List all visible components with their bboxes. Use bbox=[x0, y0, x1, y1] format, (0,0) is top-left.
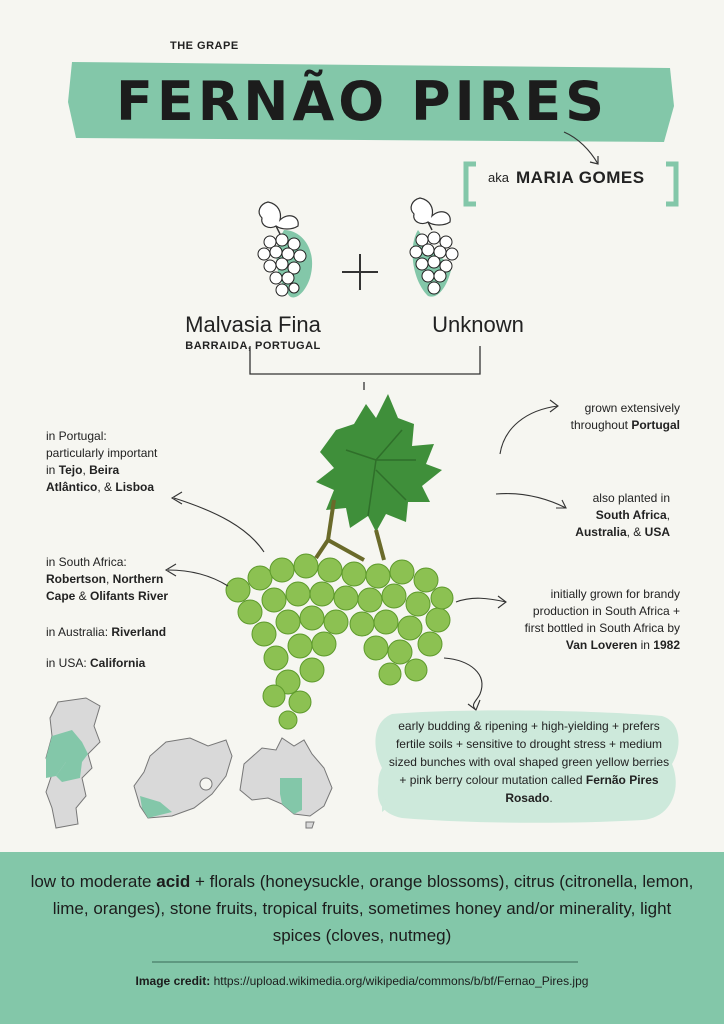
region-name: Tejo bbox=[58, 463, 83, 477]
region-name: Beira bbox=[89, 463, 120, 477]
note-text: initially grown for brandy bbox=[550, 587, 680, 601]
note-history bbox=[500, 586, 680, 654]
characteristics-end: . bbox=[549, 791, 553, 805]
producer-name: Van Loveren bbox=[565, 638, 638, 652]
note-portugal bbox=[46, 428, 206, 496]
tasting-acid: acid bbox=[156, 872, 191, 891]
aka-prefix: aka bbox=[488, 170, 509, 185]
region-name: Atlântico bbox=[46, 480, 98, 494]
note-text: , & bbox=[97, 480, 116, 494]
country-name: South Africa bbox=[595, 508, 667, 522]
kicker: THE GRAPE bbox=[170, 40, 239, 52]
note-text: also planted in bbox=[592, 491, 670, 505]
portugal-map bbox=[42, 696, 108, 832]
note-text: production in South Africa + bbox=[532, 604, 680, 618]
note-text: in South Africa: bbox=[46, 555, 127, 569]
note-text: throughout bbox=[570, 418, 632, 432]
region-name: Lisboa bbox=[115, 480, 155, 494]
page-title: FERNÃO PIRES bbox=[115, 70, 609, 133]
arrow-icon bbox=[492, 488, 572, 518]
note-text: in USA: bbox=[46, 656, 91, 670]
note-text: , bbox=[666, 508, 670, 522]
region-name: Riverland bbox=[111, 625, 167, 639]
tasting-notes bbox=[30, 868, 694, 949]
grape-sketch-icon bbox=[248, 200, 324, 304]
country-name: USA bbox=[644, 525, 670, 539]
plus-icon bbox=[340, 252, 380, 292]
note-australia bbox=[46, 624, 226, 641]
note-usa bbox=[46, 655, 226, 672]
arrow-icon bbox=[168, 488, 268, 558]
note-text: first bottled in South Africa by bbox=[524, 621, 680, 635]
tasting-prefix: low to moderate bbox=[30, 872, 157, 891]
note-text: in bbox=[637, 638, 654, 652]
region-name: Cape bbox=[46, 589, 76, 603]
tasting-rest: + florals (honeysuckle, orange blossoms), citrus (citronella, lemon, lime, oranges), stone fruits, tropical fruits, sometimes honey and/or minerality, light spices (cloves, nutmeg) bbox=[52, 872, 694, 945]
grape-sketch-icon bbox=[398, 196, 474, 300]
note-text: & bbox=[75, 589, 91, 603]
image-credit bbox=[0, 974, 724, 988]
region-name: California bbox=[90, 656, 146, 670]
arrow-icon bbox=[496, 398, 566, 458]
south-africa-map bbox=[126, 736, 234, 824]
region-name: Robertson bbox=[46, 572, 106, 586]
australia-map bbox=[236, 734, 336, 830]
arrow-icon bbox=[452, 590, 512, 614]
arrow-icon bbox=[162, 562, 232, 592]
arrow-icon bbox=[440, 654, 500, 714]
note-text: , bbox=[82, 463, 90, 477]
characteristics-text bbox=[384, 717, 674, 807]
note-text: , bbox=[106, 572, 113, 586]
note-text: particularly important bbox=[46, 446, 158, 460]
note-text: , & bbox=[626, 525, 645, 539]
credit-url[interactable]: https://upload.wikimedia.org/wikipedia/commons/b/bf/Fernao_Pires.jpg bbox=[210, 974, 589, 988]
note-text: in Australia: bbox=[46, 625, 112, 639]
note-text: grown extensively bbox=[584, 401, 680, 415]
mutation-name: Fernão Pires Rosado bbox=[505, 773, 659, 805]
country-name: Australia bbox=[575, 525, 627, 539]
aka-name: MARIA GOMES bbox=[516, 168, 645, 187]
characteristics-body: early budding & ripening + high-yielding + prefers fertile soils + sensitive to drought stress + medium sized bunches with oval shaped green yellow berries + pink berry colour mutation called bbox=[388, 719, 670, 787]
country-name: Portugal bbox=[631, 418, 680, 432]
note-text: in Portugal: bbox=[46, 429, 107, 443]
parent-left-name: Malvasia Fina bbox=[185, 312, 321, 337]
parent-right-name: Unknown bbox=[432, 312, 524, 337]
year: 1982 bbox=[653, 638, 680, 652]
parentage-bracket bbox=[248, 346, 484, 392]
parent-left-origin: BARRAIDA, PORTUGAL bbox=[185, 340, 321, 352]
note-text: in bbox=[46, 463, 59, 477]
region-name: Northern bbox=[112, 572, 164, 586]
divider bbox=[150, 960, 580, 964]
credit-label: Image credit: bbox=[135, 974, 211, 988]
region-name: Olifants River bbox=[90, 589, 169, 603]
